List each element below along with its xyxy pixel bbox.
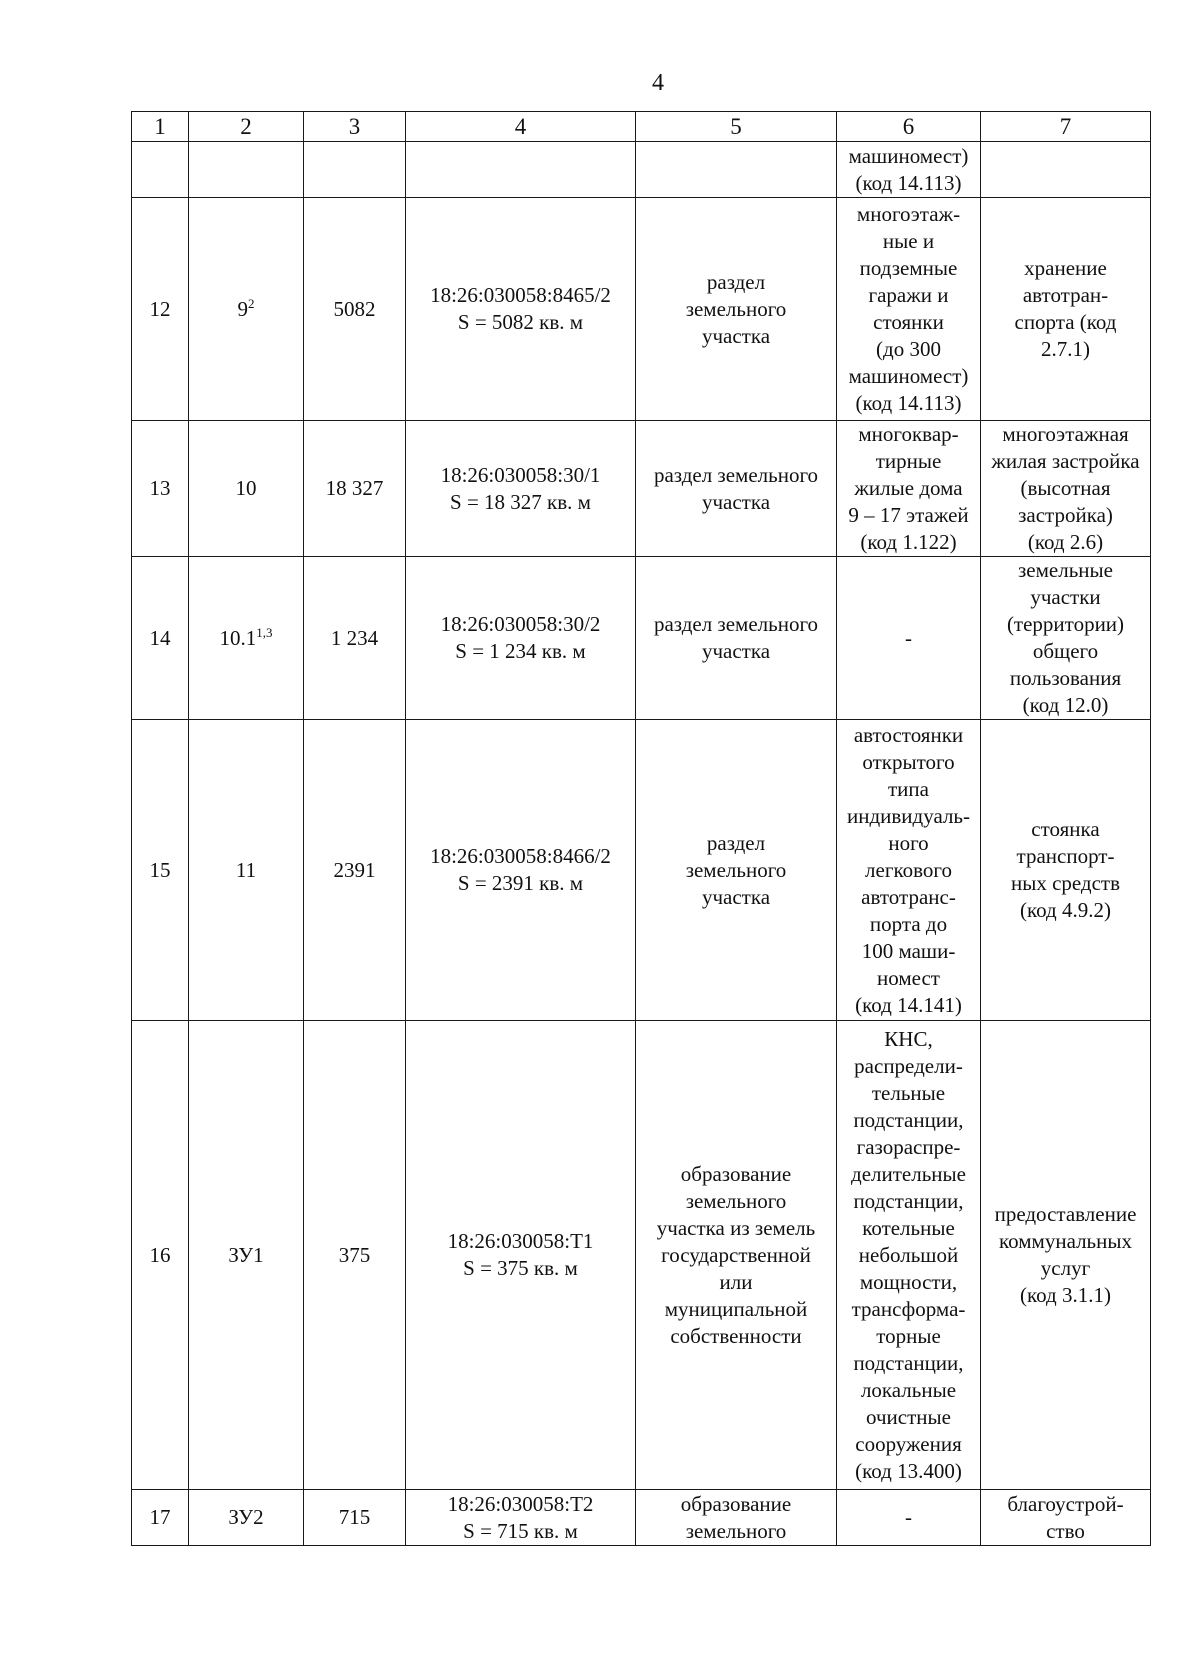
table-cell-col-1: 17 bbox=[132, 1490, 189, 1546]
plot-number-superscript: 2 bbox=[248, 295, 255, 311]
table-cell-col-3: 5082 bbox=[304, 198, 406, 421]
table-cell-col-2 bbox=[189, 720, 304, 1021]
table-cell-col-7: стоянка транспорт- ных средств (код 4.9.2) bbox=[981, 720, 1151, 1021]
table-cell-col-7: предоставление коммунальных услуг (код 3.1.1) bbox=[981, 1021, 1151, 1490]
page-number: 4 bbox=[652, 70, 664, 96]
column-header: 2 bbox=[189, 112, 304, 142]
table-cell-col-6: автостоянки открытого типа индивидуаль- ного легкового автотранс- порта до 100 маши- номест (код 14.141) bbox=[837, 720, 981, 1021]
table-row bbox=[132, 421, 1151, 557]
table-cell-col-3: 375 bbox=[304, 1021, 406, 1490]
table-cell-col-7: многоэтажная жилая застройка (высотная застройка) (код 2.6) bbox=[981, 421, 1151, 557]
plot-number: ЗУ2 bbox=[228, 1505, 264, 1529]
table-cell-col-2 bbox=[189, 198, 304, 421]
table-cell-col-6: - bbox=[837, 1490, 981, 1546]
column-header: 3 bbox=[304, 112, 406, 142]
table-cell-col-1: 12 bbox=[132, 198, 189, 421]
plot-number: 11 bbox=[235, 857, 257, 882]
table-cell-col-6: многоквар- тирные жилые дома 9 – 17 этажей (код 1.122) bbox=[837, 421, 981, 557]
table-cell-col-2 bbox=[189, 142, 304, 198]
table-cell-col-4: 18:26:030058:30/2 S = 1 234 кв. м bbox=[406, 557, 636, 720]
table-row bbox=[132, 142, 1151, 198]
land-plots-table bbox=[131, 111, 1151, 1546]
table-cell-col-2 bbox=[189, 557, 304, 720]
table-cell-col-5: раздел земельного участка bbox=[636, 720, 837, 1021]
table-cell-col-5: раздел земельного участка bbox=[636, 198, 837, 421]
table-cell-col-7: земельные участки (территории) общего пользования (код 12.0) bbox=[981, 557, 1151, 720]
table-cell-col-1: 15 bbox=[132, 720, 189, 1021]
table-cell-col-1: 16 bbox=[132, 1021, 189, 1490]
plot-number: 9 bbox=[237, 296, 248, 321]
table-row bbox=[132, 720, 1151, 1021]
table-cell-col-2 bbox=[189, 1490, 304, 1546]
table-cell-col-5: образование земельного bbox=[636, 1490, 837, 1546]
plot-number: ЗУ1 bbox=[228, 1242, 264, 1267]
table-cell-col-3: 2391 bbox=[304, 720, 406, 1021]
table-cell-col-4: 18:26:030058:Т1 S = 375 кв. м bbox=[406, 1021, 636, 1490]
table-cell-col-4: 18:26:030058:30/1 S = 18 327 кв. м bbox=[406, 421, 636, 557]
column-header: 1 bbox=[132, 112, 189, 142]
table-cell-col-3: 715 bbox=[304, 1490, 406, 1546]
table-cell-col-5: образование земельного участка из земель государственной или муниципальной собственности bbox=[636, 1021, 837, 1490]
table-cell-col-3: 1 234 bbox=[304, 557, 406, 720]
table-cell-col-6: - bbox=[837, 557, 981, 720]
column-header: 5 bbox=[636, 112, 837, 142]
table-cell-col-4 bbox=[406, 142, 636, 198]
table-row bbox=[132, 557, 1151, 720]
table-cell-col-1: 13 bbox=[132, 421, 189, 557]
table-cell-col-5: раздел земельного участка bbox=[636, 421, 837, 557]
table-cell-col-5 bbox=[636, 142, 837, 198]
table-cell-col-1: 14 bbox=[132, 557, 189, 720]
table-cell-col-3 bbox=[304, 142, 406, 198]
table-row bbox=[132, 198, 1151, 421]
table-cell-col-2 bbox=[189, 1021, 304, 1490]
table-cell-col-3: 18 327 bbox=[304, 421, 406, 557]
table-cell-col-4: 18:26:030058:8465/2 S = 5082 кв. м bbox=[406, 198, 636, 421]
table-cell-col-6: машиномест) (код 14.113) bbox=[837, 142, 981, 198]
column-header: 7 bbox=[981, 112, 1151, 142]
table-cell-col-1 bbox=[132, 142, 189, 198]
table-cell-col-6: КНС, распредели- тельные подстанции, газораспре- делительные подстанции, котельные небольшой мощности, трансформа- торные подстанции, локальные очистные сооружения (код 13.400) bbox=[837, 1021, 981, 1490]
table-cell-col-4: 18:26:030058:8466/2 S = 2391 кв. м bbox=[406, 720, 636, 1021]
plot-number-superscript: 1,3 bbox=[256, 624, 273, 640]
column-header: 6 bbox=[837, 112, 981, 142]
plot-number: 10.1 bbox=[219, 625, 257, 650]
table-row bbox=[132, 1021, 1151, 1490]
table-cell-col-2 bbox=[189, 421, 304, 557]
plot-number: 10 bbox=[235, 476, 257, 500]
header-row bbox=[132, 112, 1151, 142]
table-cell-col-4: 18:26:030058:Т2 S = 715 кв. м bbox=[406, 1490, 636, 1546]
table-cell-col-7 bbox=[981, 142, 1151, 198]
table-cell-col-7: хранение автотран- спорта (код 2.7.1) bbox=[981, 198, 1151, 421]
column-header: 4 bbox=[406, 112, 636, 142]
table-cell-col-5: раздел земельного участка bbox=[636, 557, 837, 720]
table-cell-col-7: благоустрой- ство bbox=[981, 1490, 1151, 1546]
table-cell-col-6: многоэтаж- ные и подземные гаражи и стоянки (до 300 машиномест) (код 14.113) bbox=[837, 198, 981, 421]
table-row bbox=[132, 1490, 1151, 1546]
